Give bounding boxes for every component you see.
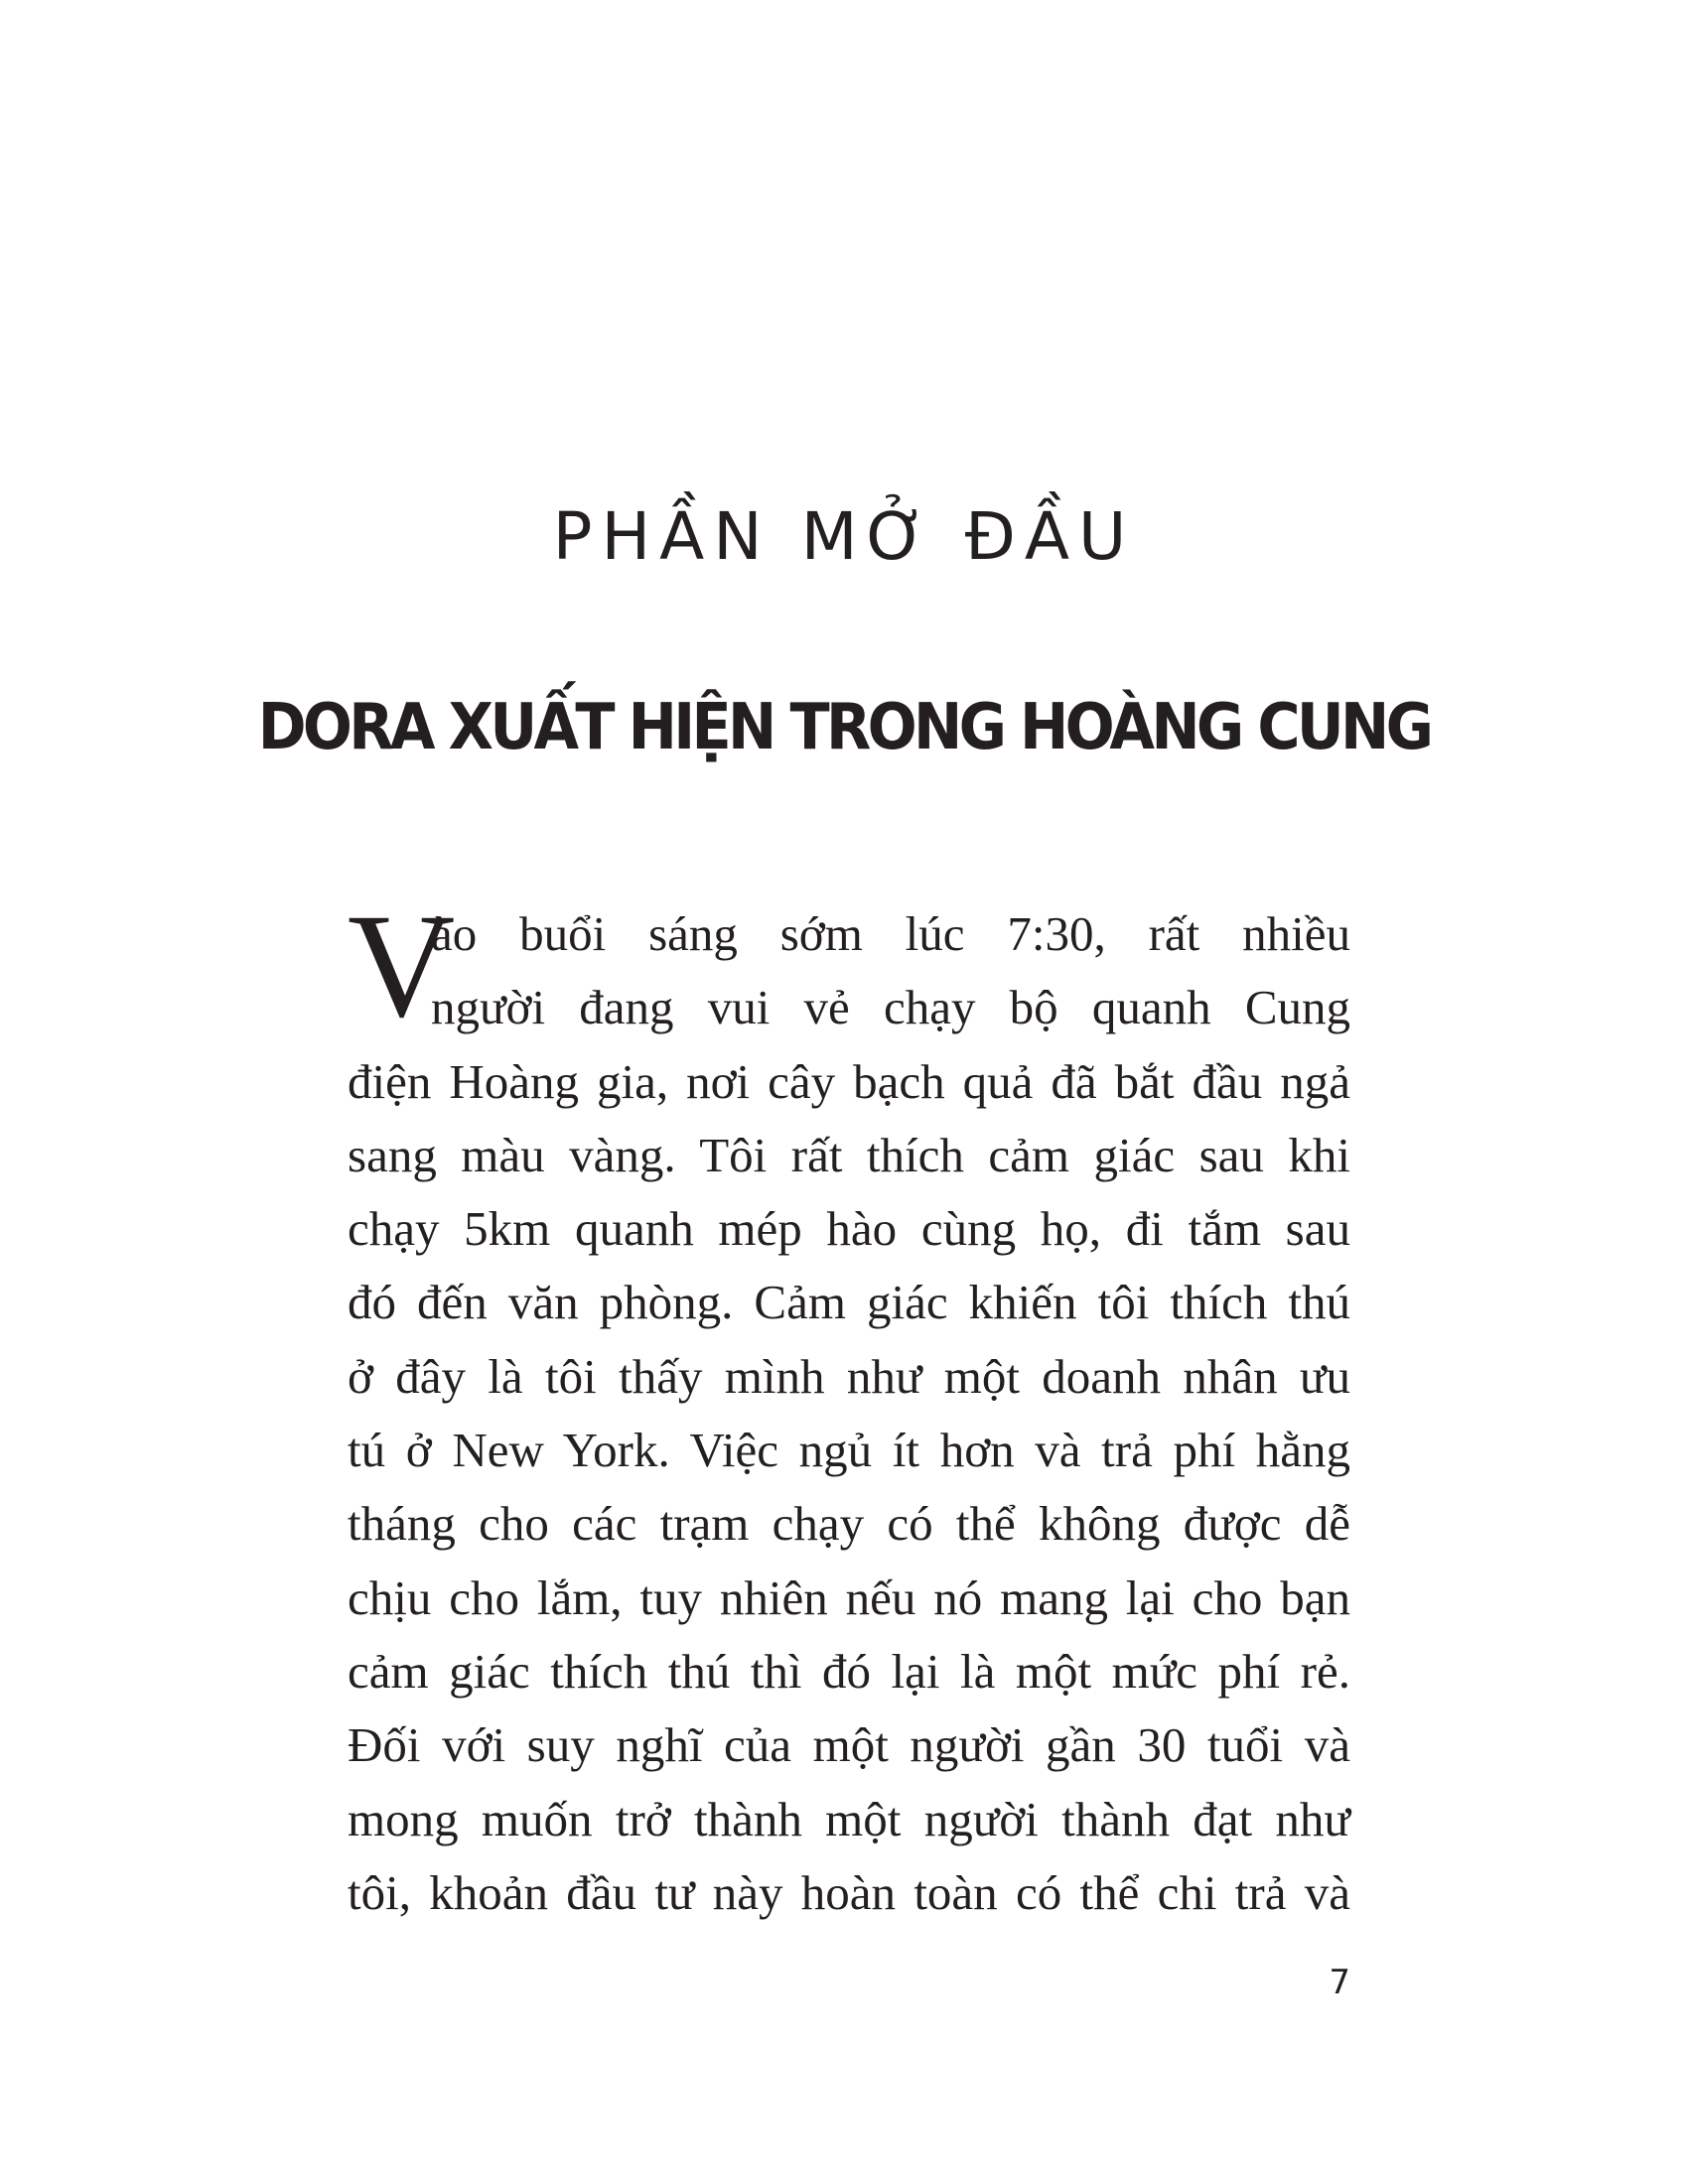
chapter-title: DORA XUẤT HIỆN TRONG HOÀNG CUNG bbox=[257, 691, 1431, 764]
page-number: 7 bbox=[1329, 1963, 1350, 2002]
text-line: người đang vui vẻ chạy bộ quanh Cung bbox=[431, 980, 1350, 1035]
drop-cap: V bbox=[348, 884, 456, 1048]
text-line: ào buổi sáng sớm lúc 7:30, rất nhiều bbox=[431, 906, 1350, 961]
text-line: ở đây là tôi thấy mình như một doanh nhân ưu bbox=[348, 1348, 1350, 1404]
text-line: sang màu vàng. Tôi rất thích cảm giác sau khi bbox=[348, 1127, 1350, 1182]
text-line: Đối với suy nghĩ của một người gần 30 tuổi và bbox=[348, 1717, 1350, 1773]
text-line: tôi, khoản đầu tư này hoàn toàn có thể chi trả và bbox=[348, 1864, 1350, 1920]
body-text bbox=[348, 884, 1350, 1930]
part-title: PHẦN MỞ ĐẦU bbox=[552, 498, 1136, 575]
text-line: cảm giác thích thú thì đó lại là một mức phí rẻ. bbox=[348, 1643, 1350, 1699]
text-line: tháng cho các trạm chạy có thể không được dễ bbox=[348, 1496, 1350, 1552]
text-line: mong muốn trở thành một người thành đạt như bbox=[348, 1791, 1350, 1846]
text-line: đó đến văn phòng. Cảm giác khiến tôi thích thú bbox=[348, 1275, 1350, 1330]
text-line: chạy 5km quanh mép hào cùng họ, đi tắm sau bbox=[348, 1201, 1350, 1257]
text-line: tú ở New York. Việc ngủ ít hơn và trả phí hằng bbox=[348, 1423, 1350, 1478]
text-line: chịu cho lắm, tuy nhiên nếu nó mang lại cho bạn bbox=[348, 1570, 1350, 1625]
text-line: điện Hoàng gia, nơi cây bạch quả đã bắt đầu ngả bbox=[348, 1053, 1350, 1109]
